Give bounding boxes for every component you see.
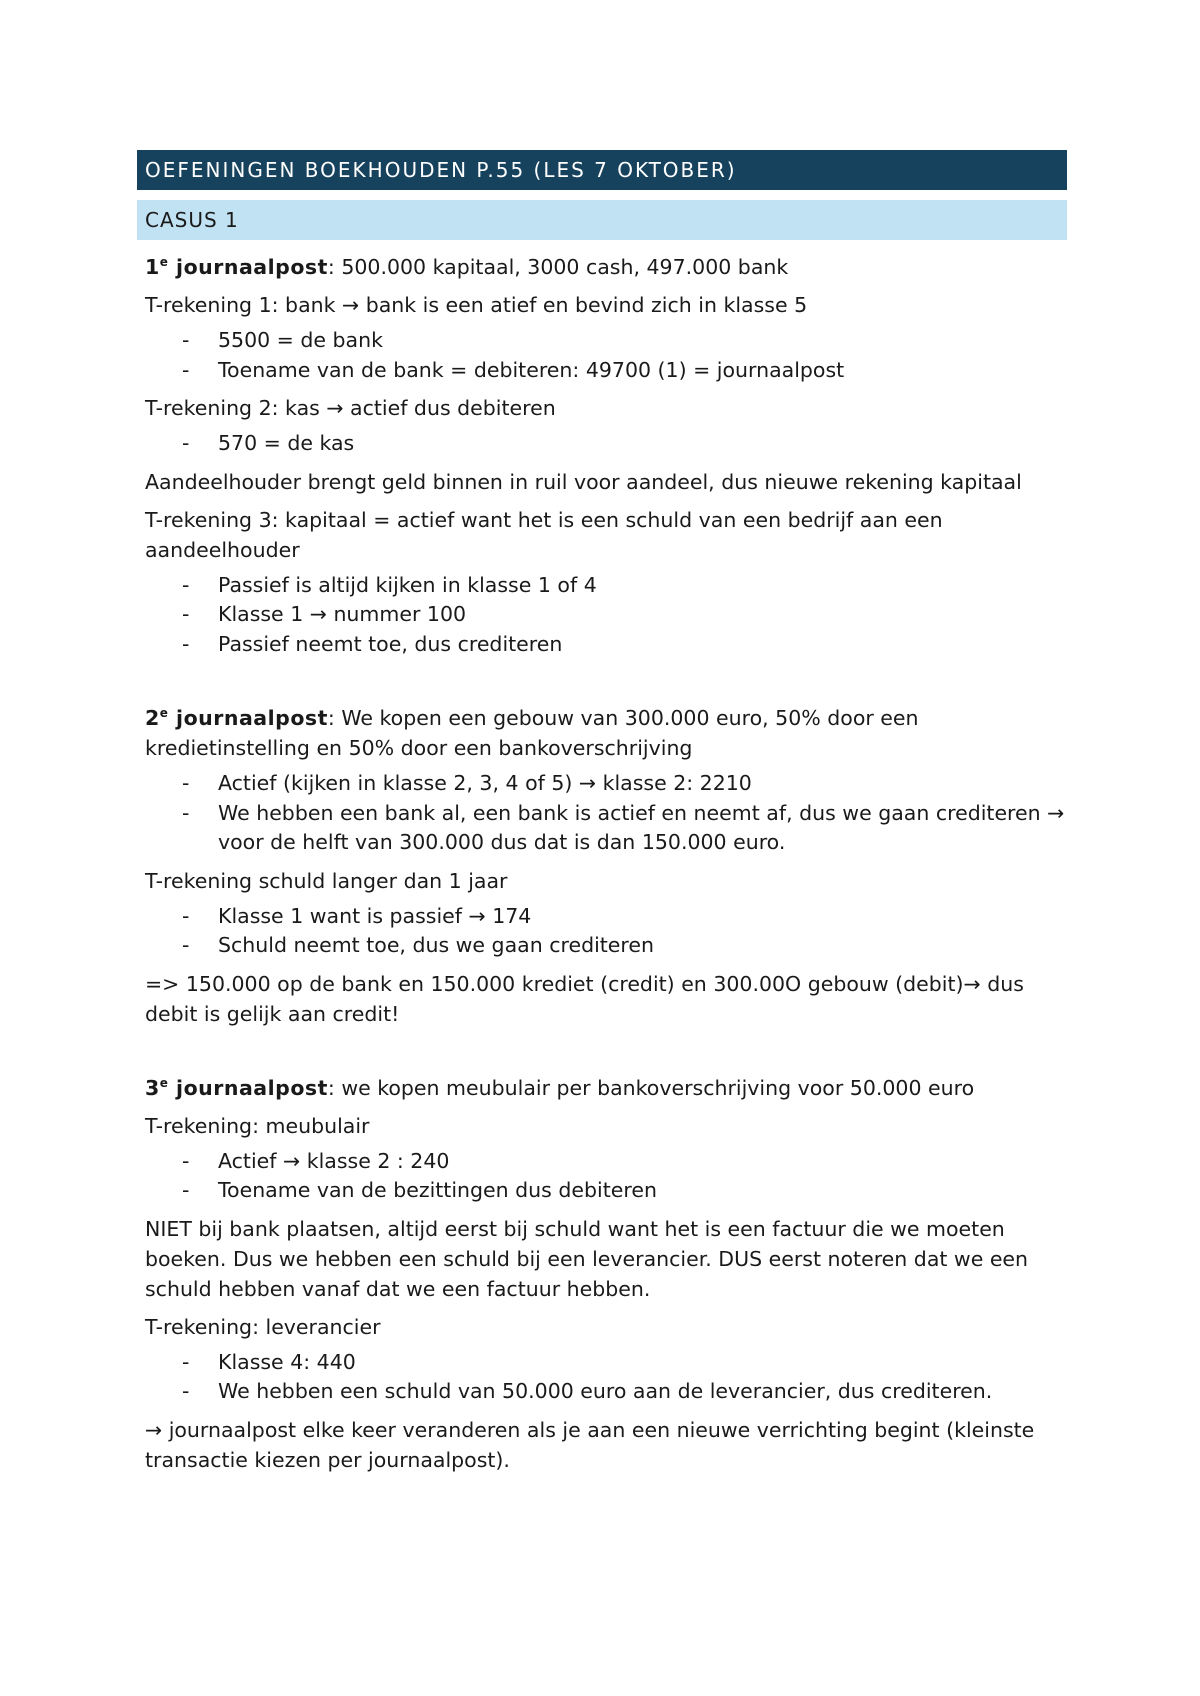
factuur-note: NIET bij bank plaatsen, altijd eerst bij schuld want het is een factuur die we moeten boeken. Dus we hebben een schuld bij een leverancier. DUS eerst noteren dat we een schuld hebben vanaf dat we een factuur hebben. (145, 1216, 1029, 1301)
t-rekening-kapitaal-list (137, 571, 1067, 660)
list-item: - Toename van de bezittingen dus debiteren (182, 1178, 657, 1202)
journaalpost-2-intro: 2e journaalpost: We kopen een gebouw van 300.000 euro, 50% door een kredietinstelling en 50% door een bankoverschrijving (145, 706, 919, 760)
aandeelhouder-note: Aandeelhouder brengt geld binnen in ruil voor aandeel, dus nieuwe rekening kapitaal (145, 469, 1022, 494)
journaalpost-3-heading: 3e journaalpost (145, 1075, 328, 1100)
t-rekening-leverancier: T-rekening: leverancier (145, 1314, 381, 1339)
t-rekening-meubulair-list (137, 1147, 1067, 1206)
final-note: → journaalpost elke keer veranderen als je aan een nieuwe verrichting begint (kleinste transactie kiezen per journaalpost). (145, 1417, 1035, 1472)
t-rekening-kas: T-rekening 2: kas → actief dus debiteren (145, 396, 556, 420)
list-item: - 570 = de kas (182, 431, 355, 455)
list-item: - Actief (kijken in klasse 2, 3, 4 of 5) → klasse 2: 2210 (182, 771, 752, 795)
t-rekening-schuld-list (137, 902, 1067, 961)
list-item: - Passief is altijd kijken in klasse 1 of 4 (182, 572, 597, 597)
list-item: - 5500 = de bank (182, 328, 383, 352)
journaalpost-2-conclusion: => 150.000 op de bank en 150.000 krediet (credit) en 300.00O gebouw (debit)→ dus debit is gelijk aan credit! (145, 971, 1024, 1026)
t-rekening-schuld: T-rekening schuld langer dan 1 jaar (145, 868, 508, 893)
list-item: - Actief → klasse 2 : 240 (182, 1148, 450, 1173)
journaalpost-1-intro: 1e journaalpost: 500.000 kapitaal, 3000 cash, 497.000 bank (145, 255, 789, 279)
list-item: - Schuld neemt toe, dus we gaan crediteren (182, 933, 655, 957)
document-title: OEFENINGEN BOEKHOUDEN P.55 (LES 7 OKTOBER) (137, 150, 1067, 190)
document-content (137, 150, 1067, 1475)
list-item: - Klasse 4: 440 (182, 1349, 356, 1374)
list-item: - Passief neemt toe, dus crediteren (182, 631, 563, 656)
journaalpost-2-heading: 2e journaalpost (145, 706, 328, 730)
list-item: - We hebben een bank al, een bank is actief en neemt af, dus we gaan crediteren → voor de helft van 300.000 dus dat is dan 150.000 euro. (182, 800, 1065, 854)
t-rekening-kas-list (137, 429, 1067, 459)
list-item: - Klasse 1 want is passief → 174 (182, 903, 532, 928)
list-item: - Klasse 1 → nummer 100 (182, 602, 467, 626)
journaalpost-3-intro: 3e journaalpost: we kopen meubulair per bankoverschrijving voor 50.000 euro (145, 1075, 975, 1100)
casus-heading: CASUS 1 (137, 200, 1067, 240)
t-rekening-bank: T-rekening 1: bank → bank is een atief en bevind zich in klasse 5 (145, 293, 808, 317)
t-rekening-meubulair: T-rekening: meubulair (145, 1113, 370, 1138)
t-rekening-kapitaal: T-rekening 3: kapitaal = actief want het is een schuld van een bedrijf aan een aandeelhouder (145, 507, 943, 562)
t-rekening-bank-list (137, 326, 1067, 385)
list-item: - We hebben een schuld van 50.000 euro aan de leverancier, dus crediteren. (182, 1379, 993, 1403)
journaalpost-2-list (137, 769, 1067, 858)
list-item: - Toename van de bank = debiteren: 49700 (1) = journaalpost (182, 357, 845, 382)
journaalpost-1-heading: 1e journaalpost (145, 255, 328, 279)
t-rekening-leverancier-list (137, 1348, 1067, 1407)
